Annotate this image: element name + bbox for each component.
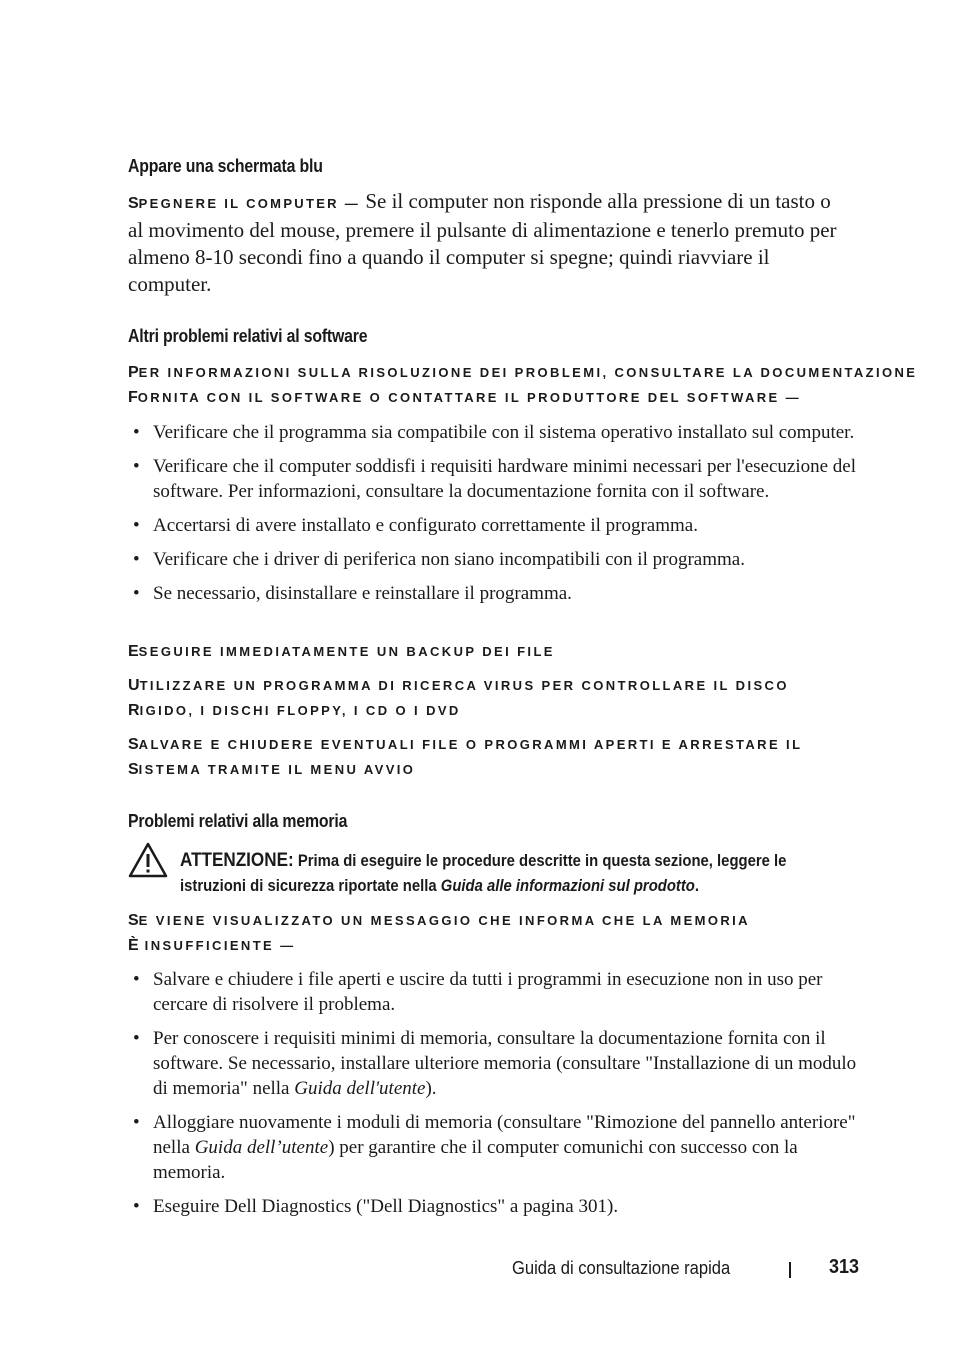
action-backup-files: ESEGUIRE IMMEDIATAMENTE UN BACKUP DEI FILE — [128, 643, 555, 660]
lead-memory-line2: È INSUFFICIENTE — — [128, 937, 296, 954]
paragraph-turn-off-computer — [128, 188, 848, 298]
list-item: • Alloggiare nuovamente i moduli di memoria (consultare "Rimozione del pannello anteriore" nella Guida dell’utente) per garantire che il computer comunichi con successo con la memoria. — [128, 1110, 858, 1185]
footer-divider — [789, 1262, 791, 1278]
footer-title: Guida di consultazione rapida — [512, 1258, 731, 1278]
list-item: • Se necessario, disinstallare e reinstallare il programma. — [128, 581, 858, 606]
action-virus-scan-line1: UTILIZZARE UN PROGRAMMA DI RICERCA VIRUS PER CONTROLLARE IL DISCO — [128, 677, 789, 694]
list-item: • Accertarsi di avere installato e configurato correttamente il programma. — [128, 513, 858, 538]
list-item: • Eseguire Dell Diagnostics ("Dell Diagnostics" a pagina 301). — [128, 1194, 858, 1219]
page-number: 313 — [829, 1256, 860, 1278]
list-item: • Verificare che i driver di periferica non siano incompatibili con il programma. — [128, 547, 858, 572]
caution-text — [180, 848, 801, 899]
lead-software-line2: FORNITA CON IL SOFTWARE O CONTATTARE IL PRODUTTORE DEL SOFTWARE — — [128, 389, 802, 406]
caution-notice — [128, 842, 868, 902]
action-save-close-line1: SALVARE E CHIUDERE EVENTUALI FILE O PROGRAMMI APERTI E ARRESTARE IL — [128, 736, 803, 753]
section-heading-other-software: Altri problemi relativi al software — [128, 326, 368, 346]
lead-memory-line1: SE VIENE VISUALIZZATO UN MESSAGGIO CHE INFORMA CHE LA MEMORIA — [128, 912, 750, 929]
memory-bullet-list — [128, 967, 858, 1219]
caution-label: ATTENZIONE: — [180, 850, 294, 871]
warning-triangle-icon — [128, 842, 168, 878]
list-item: • Per conoscere i requisiti minimi di memoria, consultare la documentazione fornita con il software. Se necessario, installare ulteriore memoria (consultare "Installazione di un modulo di memoria" nella Guida dell'utente). — [128, 1026, 858, 1101]
list-item: • Salvare e chiudere i file aperti e uscire da tutti i programmi in esecuzione non in uso per cercare di risolvere il problema. — [128, 967, 858, 1017]
action-save-close-line2: SISTEMA TRAMITE IL MENU AVVIO — [128, 761, 416, 778]
software-bullet-list — [128, 420, 858, 606]
action-virus-scan-line2: RIGIDO, I DISCHI FLOPPY, I CD O I DVD — [128, 702, 461, 719]
lead-turn-off-computer: SPEGNERE IL COMPUTER — — [128, 195, 361, 212]
caution-guide-title: Guida alle informazioni sul prodotto — [440, 877, 695, 895]
section-heading-memory: Problemi relativi alla memoria — [128, 811, 348, 831]
section-heading-blue-screen: Appare una schermata blu — [128, 156, 323, 176]
body-turn-off-computer: Se il computer non risponde alla pressione di un tasto o al movimento del mouse, premere il pulsante di alimentazione e tenerlo premuto per almeno 8-10 secondi fino a quando il computer si spegne; quindi riavviare il computer. — [128, 189, 837, 296]
list-item: • Verificare che il programma sia compatibile con il sistema operativo installato sul computer. — [128, 420, 858, 445]
caution-body: Prima di eseguire le procedure descritte in questa sezione, leggere le istruzioni di sicurezza riportate nella — [180, 852, 787, 895]
lead-software-line1: PER INFORMAZIONI SULLA RISOLUZIONE DEI PROBLEMI, CONSULTARE LA DOCUMENTAZIONE — [128, 364, 918, 381]
list-item: • Verificare che il computer soddisfi i requisiti hardware minimi necessari per l'esecuzione del software. Per informazioni, consultare la documentazione fornita con il software. — [128, 454, 858, 504]
caution-period: . — [694, 877, 700, 895]
